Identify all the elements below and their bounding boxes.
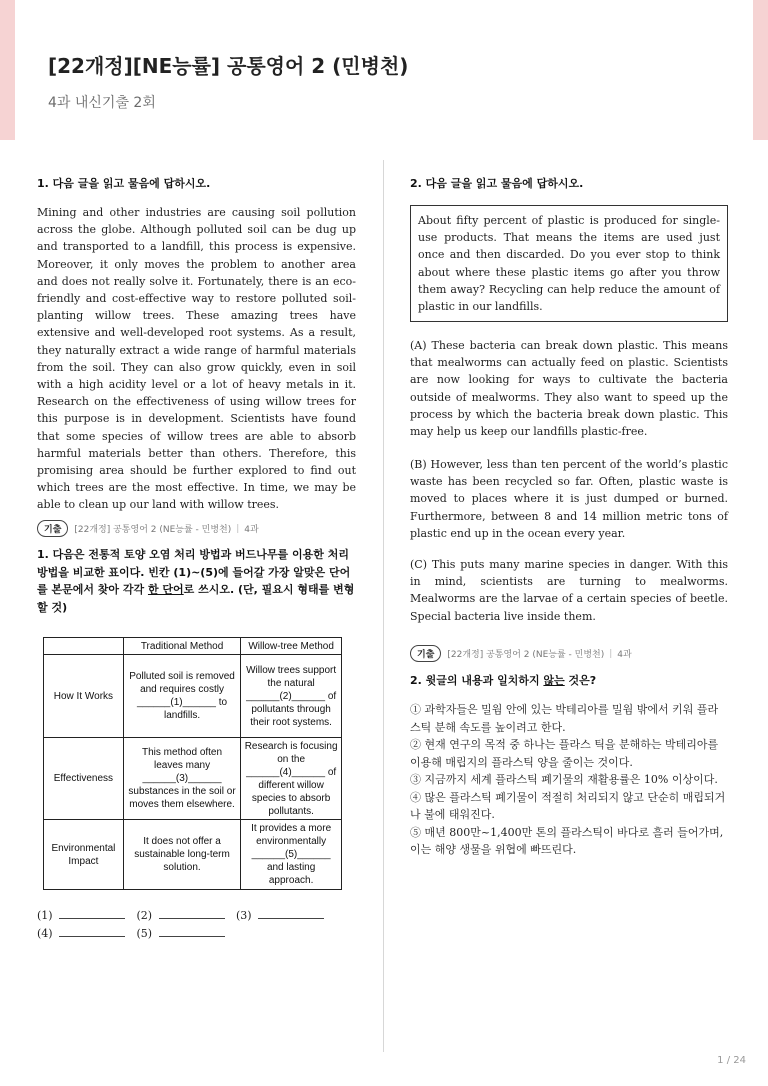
table-header-cell: Traditional Method xyxy=(123,638,240,655)
answer-option-4[interactable]: ④ 많은 플라스틱 폐기물이 적절히 처리되지 않고 단순히 매립되거나 불에 태워진다. xyxy=(410,790,726,821)
question-1-passage: Mining and other industries are causing soil pollution across the globe. Although polluted soil can be dug up and transported to a landfill, this process is expensive. Moreover, it only moves the problem to another area and does not really solve it. Fortunately, there is an eco-friendly and cost-effective way to restore polluted soil-planting willow trees. These amazing trees have extensive and well-developed root systems. As a result, they naturally extract a wide range of harmful materials from the soil. They can also grow quickly, even in soil with a high acidity level or a lot of heavy metals in it. Research on the effectiveness of using willow trees for this purpose is in development. Scientists have found that some species of willow trees are able to absorb harmful materials better than others. Therefore, this promising area should be further explored to find out which trees are the most effective. In time, we may be able to clean up our land with willow trees. xyxy=(37,206,356,512)
table-row-label: Environmental Impact xyxy=(44,820,124,890)
answer-blank-5[interactable] xyxy=(159,927,225,937)
blank-label: (2) xyxy=(136,909,153,922)
sub-question-text-a: 1. 다음은 전통적 토양 오염 처리 방법과 버드나무를 이용한 처리 방법을 비교한 표이다. 빈칸 (1)~(5)에 들어갈 가장 알맞은 단어를 본문에서 찾아 각각 xyxy=(37,548,351,596)
source-separator: | xyxy=(236,523,240,534)
question-2-sub-question xyxy=(410,672,728,690)
sub-question-text-b: 것은? xyxy=(564,674,597,687)
paragraph-a: (A) These bacteria can break down plastic. This means that mealworms can actually feed on plastic. Scientists are now looking for ways to cultivate the bacteria outside of mealworms. They also want to speed up the process by which the bacteria break down plastic. This may help us keep our landfills plastic-free. xyxy=(410,339,728,439)
source-badge: 기출 xyxy=(37,520,68,537)
source-lesson: 4과 xyxy=(244,525,259,535)
table-row-label: Effectiveness xyxy=(44,738,124,820)
page-title: [22개정][NE능률] 공통영어 2 (민병천) xyxy=(48,54,409,78)
paragraph-b: (B) However, less than ten percent of the world’s plastic waste has been recycled so far. Often, plastic waste is moved to places where it is just dumped or burned. Furthermore, between 8 and 14 million metric tons of plastic end up in the ocean every year. xyxy=(410,458,728,540)
page-number: 1 / 24 xyxy=(717,1055,746,1066)
table-row xyxy=(44,820,342,890)
question-1-sub-question xyxy=(37,546,357,616)
table-cell: Research is focusing on the ______(4)______ of different willow species to absorb pollutants. xyxy=(241,738,342,820)
table-row-label: How It Works xyxy=(44,655,124,738)
comparison-table xyxy=(43,637,342,890)
sub-question-underline: 않는 xyxy=(543,674,565,687)
source-book: [22개정] 공통영어 2 (NE능률 - 민병천) xyxy=(447,650,605,660)
sub-question-underline: 한 단어 xyxy=(147,583,184,596)
answer-blank-4[interactable] xyxy=(59,927,125,937)
blank-label: (5) xyxy=(136,927,153,940)
paragraph-c: (C) This puts many marine species in danger. With this in mind, scientists are turning to mealworms. Mealworms are the larvae of a certain species of beetle. Special bacteria live inside them. xyxy=(410,558,728,623)
answer-blank-2[interactable] xyxy=(159,909,225,919)
answer-option-5[interactable]: ⑤ 매년 800만~1,400만 톤의 플라스틱이 바다로 흘러 들어가며, 이는 해양 생물을 위협에 빠뜨린다. xyxy=(410,825,724,856)
answer-blanks-row-2 xyxy=(37,927,233,940)
question-2-boxed-passage: About fifty percent of plastic is produced for single-use products. That means the items are used just once and then discarded. Do you ever stop to think about where these plastic items go after you throw them away? Recycling can help reduce the amount of plastic in our landfills. xyxy=(410,205,728,322)
table-cell: It does not offer a sustainable long-term solution. xyxy=(123,820,240,890)
blank-label: (1) xyxy=(37,909,53,922)
sub-question-text-b: 로 쓰시오. (단, 필요시 형태를 변형할 것) xyxy=(37,583,355,614)
page-subtitle: 4과 내신기출 2회 xyxy=(48,95,156,111)
table-row xyxy=(44,738,342,820)
question-2-source xyxy=(410,645,632,662)
question-2-heading: 2. 다음 글을 읽고 물음에 답하시오. xyxy=(410,177,584,190)
column-divider xyxy=(383,160,384,1052)
table-row xyxy=(44,655,342,738)
answer-options xyxy=(410,701,728,859)
table-header-cell: Willow-tree Method xyxy=(241,638,342,655)
answer-option-1[interactable]: ① 과학자들은 밀웜 안에 있는 박테리아를 밀웜 밖에서 키워 플라스틱 분해 속도를 높이려고 한다. xyxy=(410,703,719,734)
table-cell: Polluted soil is removed and requires costly ______(1)______ to landfills. xyxy=(123,655,240,738)
table-cell: It provides a more environmentally ______(5)______ and lasting approach. xyxy=(241,820,342,890)
question-1-source xyxy=(37,520,259,537)
table-header-cell xyxy=(44,638,124,655)
blank-label: (3) xyxy=(236,909,252,922)
table-cell: Willow trees support the natural ______(2)______ of pollutants through their root systems. xyxy=(241,655,342,738)
answer-option-3[interactable]: ③ 지금까지 세계 플라스틱 폐기물의 재활용률은 10% 이상이다. xyxy=(410,773,718,786)
answer-option-2[interactable]: ② 현재 연구의 목적 중 하나는 플라스 틱을 분해하는 박테리아를 이용해 매립지의 플라스틱 양을 줄이는 것이다. xyxy=(410,738,719,769)
answer-blanks-row-1 xyxy=(37,909,332,922)
sub-question-text-a: 2. 윗글의 내용과 일치하지 xyxy=(410,674,544,687)
source-book: [22개정] 공통영어 2 (NE능률 - 민병천) xyxy=(74,525,232,535)
answer-blank-3[interactable] xyxy=(258,909,324,919)
table-cell: This method often leaves many ______(3)______ substances in the soil or moves them elsewhere. xyxy=(123,738,240,820)
blank-label: (4) xyxy=(37,927,53,940)
source-badge: 기출 xyxy=(410,645,441,662)
answer-blank-1[interactable] xyxy=(59,909,125,919)
question-1-heading: 1. 다음 글을 읽고 물음에 답하시오. xyxy=(37,177,211,190)
table-header-row xyxy=(44,638,342,655)
source-separator: | xyxy=(609,648,613,659)
source-lesson: 4과 xyxy=(617,650,632,660)
